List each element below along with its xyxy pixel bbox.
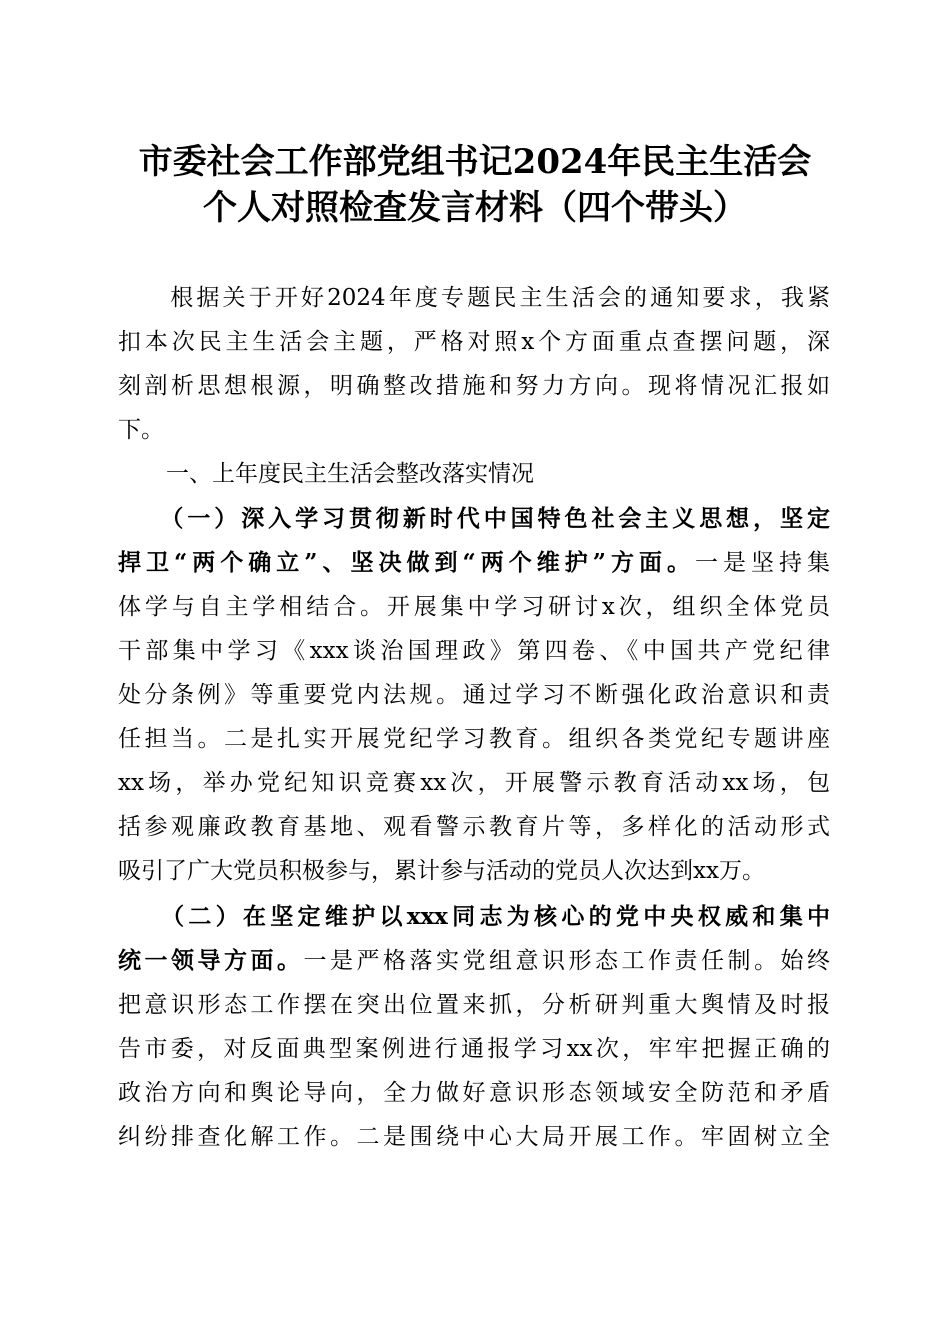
document-title-line-1: 市委社会工作部党组书记2024年民主生活会	[138, 142, 812, 182]
intro-line-2: 扣本次民主生活会主题，严格对照x个方面重点查摆问题，深	[118, 329, 830, 355]
section-heading-1: 一、上年度民主生活会整改落实情况	[166, 461, 534, 487]
para1-line-7: xx场，举办党纪知识竞赛xx次，开展警示教育活动xx场，包	[118, 770, 830, 796]
para1-line-9: 吸引了广大党员积极参与，累计参与活动的党员人次达到xx万。	[118, 858, 765, 884]
para2-lead-line-2: 统一领导方面。	[118, 947, 304, 974]
para2-line-5: 政治方向和舆论导向，全力做好意识形态领域安全防范和矛盾	[118, 1080, 830, 1106]
document-title-line-2: 个人对照检查发言材料（四个带头）	[203, 188, 747, 228]
para1-line-3: 体学与自主学相结合。开展集中学习研讨x次，组织全体党员	[118, 594, 830, 620]
para2-line-6: 纠纷排查化解工作。二是围绕中心大局开展工作。牢固树立全	[118, 1124, 830, 1150]
intro-line-4: 下。	[118, 417, 164, 443]
para2-line-3: 把意识形态工作摆在突出位置来抓，分析研判重大舆情及时报	[118, 992, 830, 1018]
para1-line-8: 括参观廉政教育基地、观看警示教育片等，多样化的活动形式	[118, 814, 830, 840]
intro-line-3: 刻剖析思想根源，明确整改措施和努力方向。现将情况汇报如	[118, 373, 830, 399]
para1-line-6: 任担当。二是扎实开展党纪学习教育。组织各类党纪专题讲座	[118, 726, 830, 752]
para1-line-5: 处分条例》等重要党内法规。通过学习不断强化政治意识和责	[118, 682, 830, 708]
para1-lead-line-1: （一）深入学习贯彻新时代中国特色社会主义思想，坚定	[118, 505, 830, 532]
para1-lead-line-2: 捍卫“两个确立”、坚决做到“两个维护”方面。	[118, 549, 695, 576]
para2-line-4: 告市委，对反面典型案例进行通报学习xx次，牢牢把握正确的	[118, 1036, 830, 1062]
para2-line-2	[118, 941, 830, 981]
para2-line-2-rest: 一是严格落实党组意识形态工作责任制。始终	[303, 948, 830, 974]
intro-line-1: 根据关于开好2024年度专题民主生活会的通知要求，我紧	[118, 285, 830, 311]
para2-lead-line-1: （二）在坚定维护以xxx同志为核心的党中央权威和集中	[118, 903, 830, 930]
para1-line-2-rest: 一是坚持集	[694, 550, 830, 576]
para1-line-2	[118, 543, 830, 583]
para1-line-4: 干部集中学习《xxx谈治国理政》第四卷、《中国共产党纪律	[118, 638, 830, 664]
